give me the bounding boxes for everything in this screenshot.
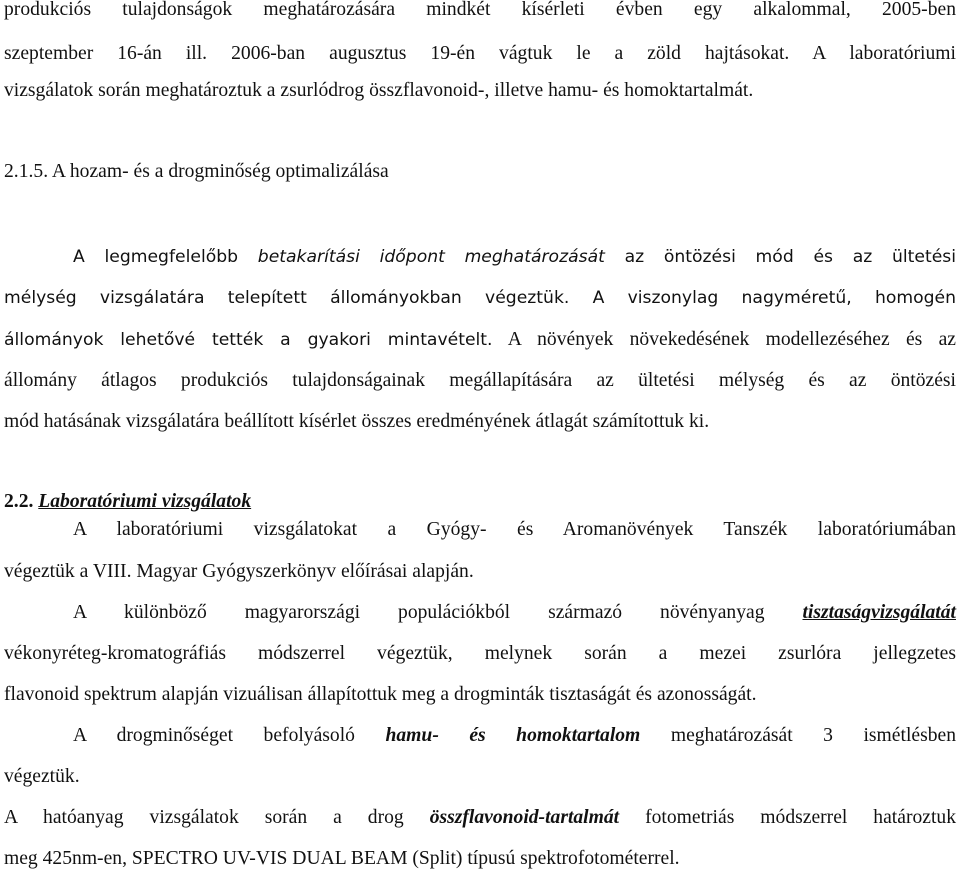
- section-2-2-p2-line-2: vékonyréteg-kromatográfiás módszerrel végeztük, melynek során a mezei zsurlóra jellegzetes: [4, 643, 956, 664]
- section-2-2-p3-line-1: [73, 721, 956, 751]
- text-run: fotometriás módszerrel határoztuk: [619, 807, 956, 828]
- emphasis-run: betakarítási időpont meghatározását: [257, 247, 605, 267]
- text-run: A legmegfelelőbb: [73, 247, 258, 267]
- section-2-1-5-line-5: mód hatásának vizsgálatára beállított kísérlet összes eredményének átlagát számítottuk ki.: [4, 411, 710, 432]
- section-2-2-p2-line-1: [73, 598, 956, 628]
- text-run: A hatóanyag vizsgálatok során a drog: [4, 807, 430, 828]
- text-run: A drogminőséget befolyásoló: [73, 725, 386, 746]
- para1-line-3: vizsgálatok során meghatároztuk a zsurlódrog összflavonoid-, illetve hamu- és homoktartalmát.: [4, 80, 754, 101]
- section-2-2-heading: [4, 487, 956, 517]
- section-2-2-p3-line-2: végeztük.: [4, 766, 80, 787]
- section-2-2-p4-line-2: meg 425nm-en, SPECTRO UV-VIS DUAL BEAM (Split) típusú spektrofotométerrel.: [4, 848, 680, 869]
- section-2-2-p4-line-1: [4, 803, 956, 833]
- section-2-1-5-heading: 2.1.5. A hozam- és a drogminőség optimalizálása: [4, 161, 389, 182]
- emphasis-run: hamu- és homoktartalom: [385, 725, 641, 746]
- section-2-1-5-line-1: [73, 242, 956, 272]
- text-run: meghatározását 3 ismétlésben: [640, 725, 956, 746]
- section-number: 2.2.: [4, 491, 39, 512]
- section-2-2-p2-line-3: flavonoid spektrum alapján vizuálisan állapítottuk meg a drogminták tisztaságát és azonosságát.: [4, 684, 757, 705]
- para1-line-1: produkciós tulajdonságok meghatározására mindkét kísérleti évben egy alkalommal, 2005-ben: [4, 0, 956, 20]
- emphasis-run: összflavonoid-tartalmát: [429, 807, 620, 828]
- section-2-2-p1-line-2: végeztük a VIII. Magyar Gyógyszerkönyv előírásai alapján.: [4, 561, 474, 582]
- text-run: állományok lehetővé tették a gyakori mintavételt.: [4, 330, 493, 350]
- section-2-2-p1-line-1: A laboratóriumi vizsgálatokat a Gyógy- és Aromanövények Tanszék laboratóriumában: [73, 519, 956, 540]
- text-run: A különböző magyarországi populációkból származó növényanyag: [73, 602, 803, 623]
- section-2-1-5-line-4: állomány átlagos produkciós tulajdonságainak megállapítására az ültetési mélység és az öntözési: [4, 370, 956, 391]
- section-2-1-5-line-3: [4, 325, 956, 355]
- text-run: A növények növekedésének modellezéséhez és az: [492, 329, 956, 350]
- text-run: az öntözési mód és az ültetési: [604, 247, 956, 267]
- section-2-1-5-line-2: mélység vizsgálatára telepített állományokban végeztük. A viszonylag nagyméretű, homogén: [4, 288, 956, 308]
- emphasis-run: tisztaságvizsgálatát: [802, 602, 956, 623]
- para1-line-2: szeptember 16-án ill. 2006-ban augusztus 19-én vágtuk le a zöld hajtásokat. A laboratóriumi: [4, 43, 956, 64]
- section-title: Laboratóriumi vizsgálatok: [38, 491, 252, 512]
